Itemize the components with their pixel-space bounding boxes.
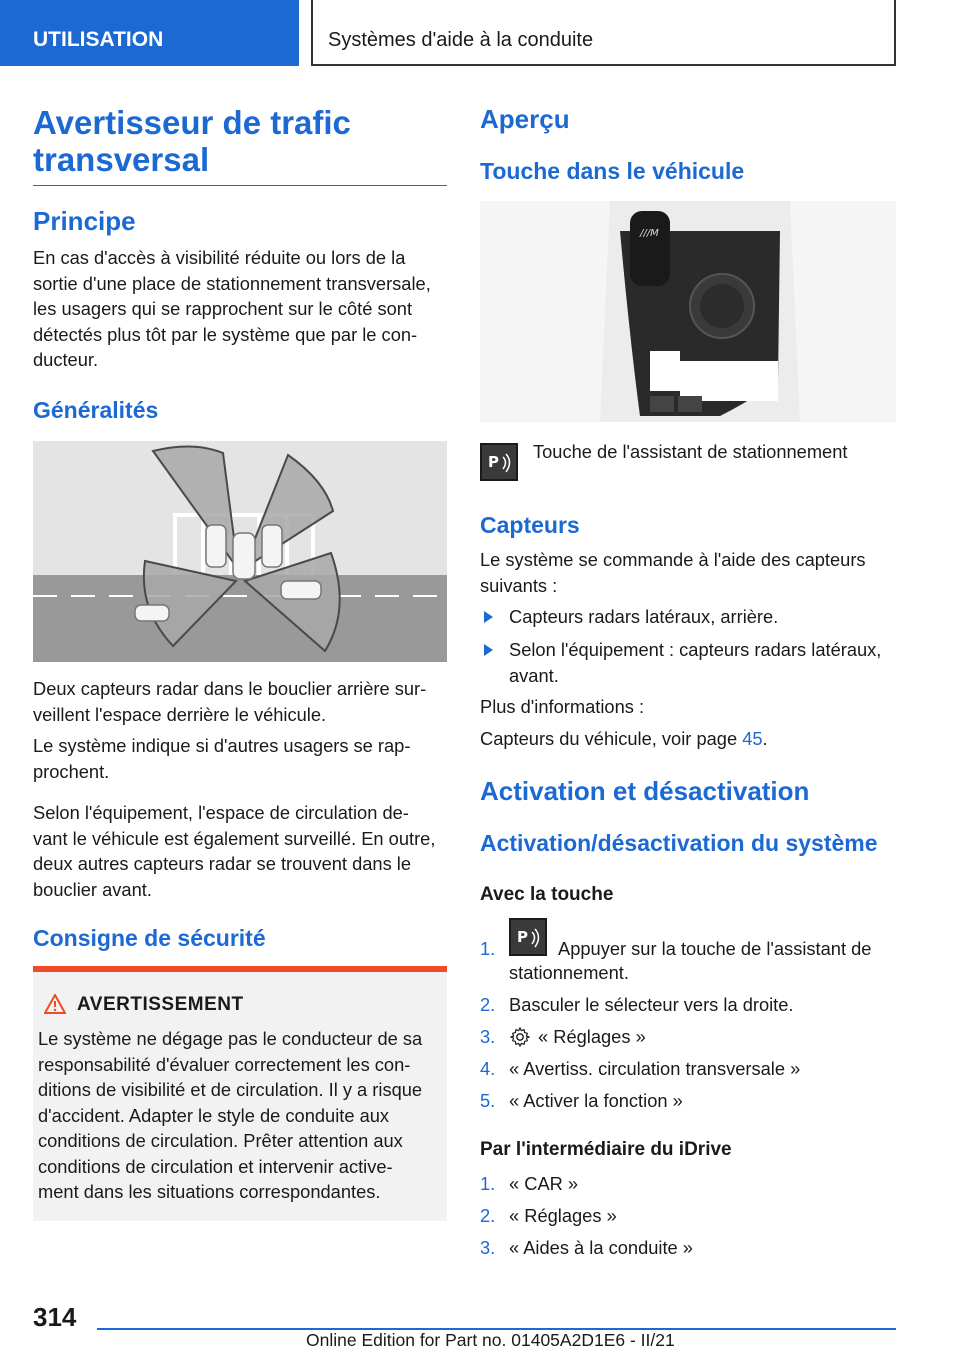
- parked-cars: [206, 525, 282, 579]
- page-number: 314: [33, 1302, 77, 1332]
- text-line: Le système ne dégage pas le conducteur de sa: [38, 1028, 423, 1049]
- ego-car: [233, 533, 255, 579]
- warning-text: [38, 1026, 444, 1205]
- car: [281, 581, 321, 599]
- text-line: Le système se commande à l'aide des capteurs: [480, 549, 866, 570]
- m-logo: ///M: [640, 228, 659, 239]
- car: [262, 525, 282, 567]
- warning-icon: [44, 994, 66, 1014]
- seat-left: [480, 201, 610, 422]
- chapter-tab: [311, 0, 896, 66]
- svg-text:P: P: [488, 453, 499, 471]
- step-number: 3.: [480, 1026, 496, 1047]
- radar-zones-drawing: [33, 441, 447, 662]
- step-number: 1.: [480, 1173, 496, 1194]
- apercu-heading: Aperçu: [480, 104, 570, 134]
- bullet-item: [484, 604, 896, 630]
- warning-title: AVERTISSEMENT: [77, 994, 244, 1015]
- road: [33, 575, 447, 662]
- step-text: « CAR »: [509, 1173, 579, 1194]
- step-number: 1.: [480, 938, 496, 959]
- section-label: UTILISATION: [33, 28, 164, 51]
- panel-light: [650, 351, 680, 391]
- activation-heading: Activation et désactivation: [480, 776, 810, 806]
- car: [206, 525, 226, 567]
- car: [135, 605, 169, 621]
- reference-text: Capteurs du véhicule, voir page: [480, 728, 743, 749]
- text-line: détectés plus tôt par le système que par le con-: [33, 323, 418, 345]
- step-text: « Activer la fonction »: [509, 1090, 683, 1111]
- cross-traffic-illustration: [33, 441, 447, 662]
- bullet-text: Selon l'équipement : capteurs radars latéraux,: [509, 639, 882, 660]
- text-line: veillent l'espace derrière le véhicule.: [33, 703, 327, 725]
- text-line: ditions de visibilité et de circulation. Il y a risque: [38, 1079, 423, 1100]
- text-line: Selon l'équipement, l'espace de circulation de-: [33, 802, 409, 823]
- section-tab: [0, 0, 299, 66]
- bullet-item: [484, 637, 896, 688]
- console-photo: [480, 201, 896, 422]
- text-line: ducteur.: [33, 349, 99, 370]
- step-text: Basculer le sélecteur vers la droite.: [509, 994, 794, 1015]
- bullet-text: Capteurs radars latéraux, arrière.: [509, 606, 779, 627]
- text-line: Le système indique si d'autres usagers se rap-: [33, 735, 411, 756]
- capteurs-paragraph: [480, 547, 896, 598]
- step-number: 2.: [480, 994, 496, 1015]
- reference-end: .: [762, 728, 768, 749]
- securite-heading: Consigne de sécurité: [33, 925, 266, 951]
- text-line: conditions de circulation. Prêter attention aux: [38, 1130, 403, 1151]
- capteurs-heading: Capteurs: [480, 512, 580, 538]
- text-line: responsabilité d'évaluer correctement les con-: [38, 1053, 411, 1075]
- text-line: suivants :: [480, 574, 558, 596]
- text-line: deux autres capteurs radar se trouvent dans le: [33, 853, 412, 874]
- step-number: 5.: [480, 1090, 496, 1111]
- step-text: Appuyer sur la touche de l'assistant de: [558, 938, 872, 959]
- text-line: ment dans les situations correspondantes.: [38, 1181, 381, 1202]
- title-line: transversal: [33, 141, 210, 178]
- chapter-label: Systèmes d'aide à la conduite: [328, 29, 594, 51]
- text-line: En cas d'accès à visibilité réduite ou lors de la: [33, 247, 406, 268]
- edition-text: Online Edition for Part no. 01405A2D1E6 - II/21: [306, 1330, 675, 1350]
- bullet-text: avant.: [509, 664, 559, 686]
- activation-subheading: Activation/désactivation du système: [480, 830, 878, 856]
- svg-text:P: P: [517, 928, 528, 946]
- park-assist-button-icon: [509, 918, 547, 956]
- paragraph: [33, 733, 447, 784]
- bullet-triangle-icon: [484, 611, 493, 623]
- step-number: 2.: [480, 1205, 496, 1226]
- plus-info: Plus d'informations :: [480, 696, 645, 717]
- park-assist-button-icon: [480, 443, 518, 481]
- step-text: « Aides à la conduite »: [509, 1237, 693, 1258]
- generalites-heading: Généralités: [33, 397, 159, 423]
- legend-text: Touche de l'assistant de stationnement: [533, 441, 848, 462]
- text-line: Deux capteurs radar dans le bouclier arrière sur-: [33, 678, 427, 699]
- panel-button: [678, 396, 702, 412]
- touche-heading: Touche dans le véhicule: [480, 158, 745, 184]
- paragraph: [33, 676, 447, 727]
- avec-touche-heading: Avec la touche: [480, 884, 614, 905]
- page-link[interactable]: 45: [742, 728, 763, 749]
- text-line: vant le véhicule est également surveillé. En outre,: [33, 827, 436, 849]
- panel-button: [650, 396, 674, 412]
- principe-paragraph: [33, 245, 447, 373]
- text-line: conditions de circulation et intervenir active-: [38, 1155, 393, 1177]
- step-number: 4.: [480, 1058, 496, 1079]
- capteurs-reference: [480, 726, 768, 752]
- step-text: « Avertiss. circulation transversale »: [509, 1058, 801, 1079]
- paragraph: [33, 800, 447, 902]
- text-line: sortie d'une place de stationnement transversale,: [33, 272, 431, 294]
- idrive-heading: Par l'intermédiaire du iDrive: [480, 1139, 732, 1160]
- seat-right: [790, 201, 896, 422]
- page-title: [33, 104, 447, 186]
- text-line: bouclier avant.: [33, 878, 152, 900]
- step-text: « Réglages »: [538, 1026, 646, 1047]
- principe-heading: Principe: [33, 206, 136, 236]
- step-text: « Réglages »: [509, 1205, 617, 1226]
- text-line: d'accident. Adapter le style de conduite aux: [38, 1104, 390, 1126]
- step-text: stationnement.: [509, 962, 629, 983]
- panel-light: [680, 361, 778, 401]
- gear-icon: [509, 1026, 531, 1048]
- text-line: les usagers qui se rapprochent sur le côté sont: [33, 298, 413, 319]
- text-line: prochent.: [33, 760, 110, 782]
- step-number: 3.: [480, 1237, 496, 1258]
- title-line: Avertisseur de trafic: [33, 104, 351, 141]
- center-console-drawing: [480, 201, 896, 422]
- gear-selector: [630, 211, 670, 286]
- bullet-triangle-icon: [484, 644, 493, 656]
